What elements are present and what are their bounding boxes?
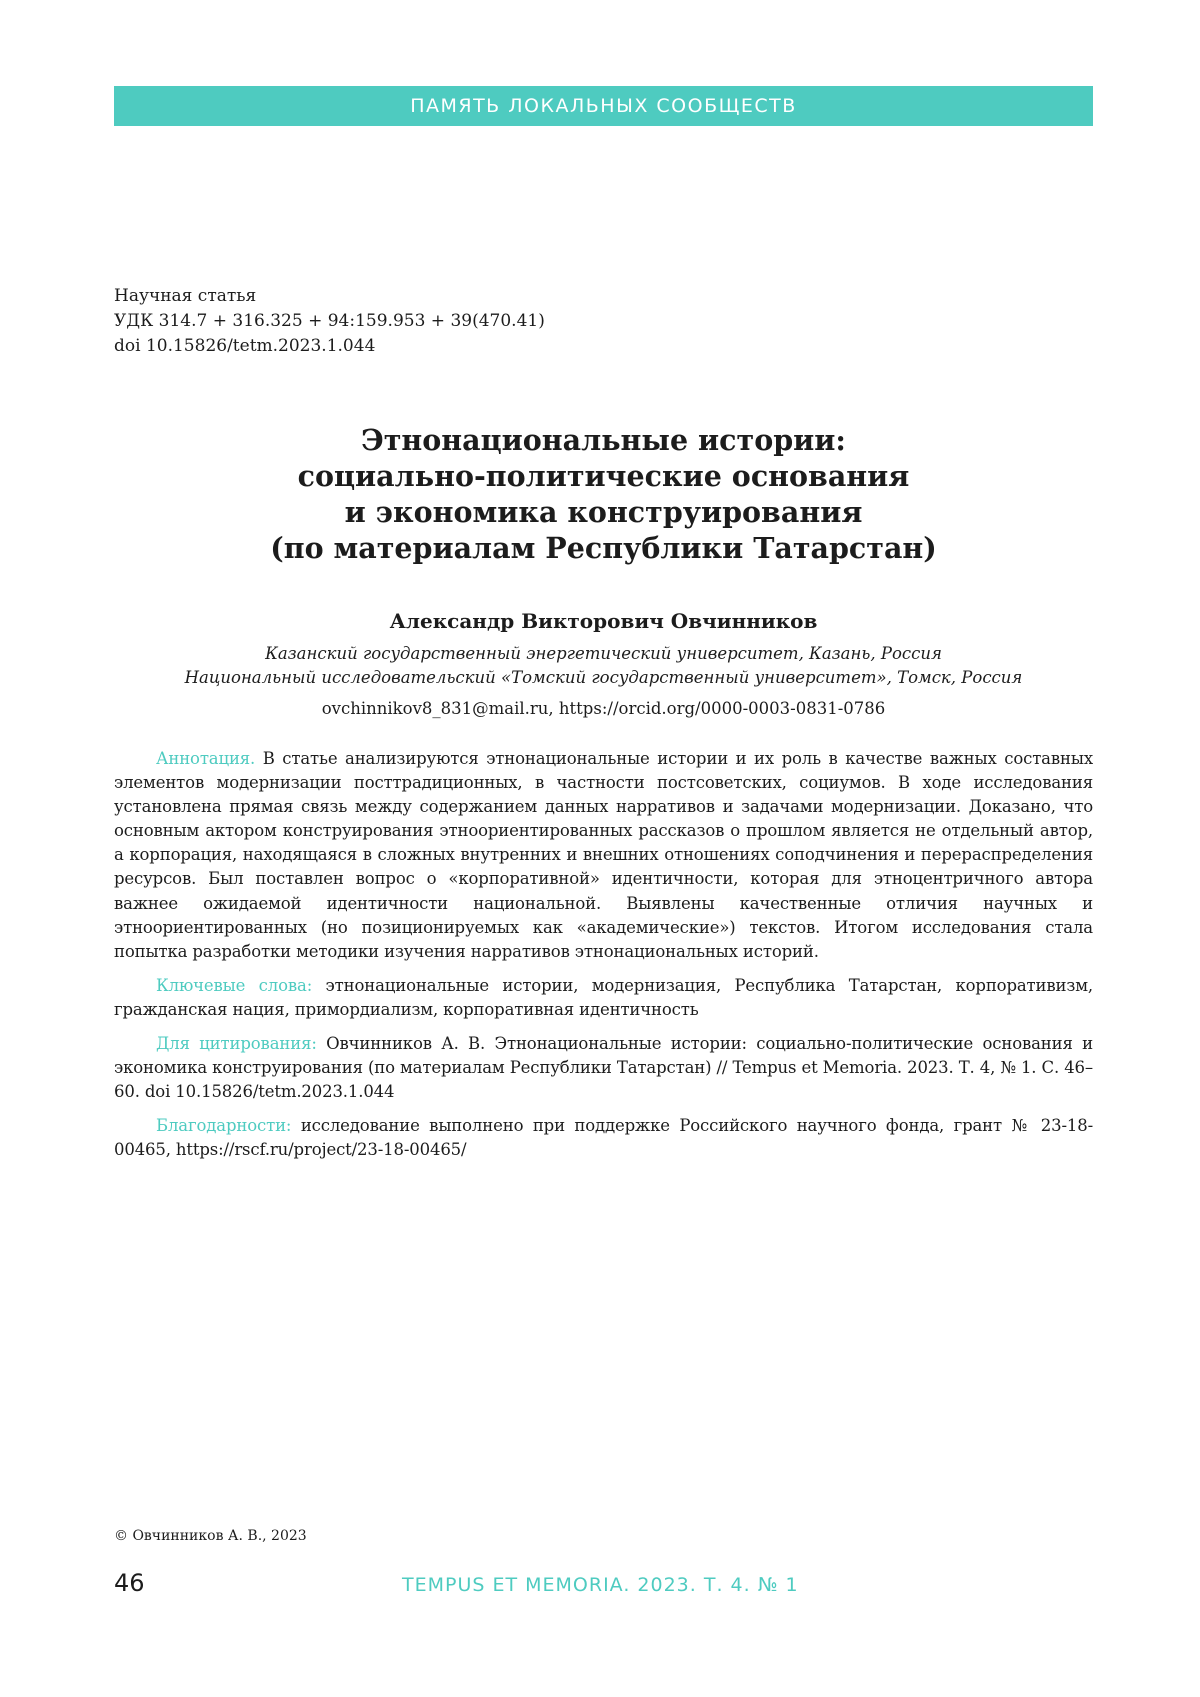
author-contacts: ovchinnikov8_831@mail.ru, https://orcid.org/0000-0003-0831-0786 bbox=[114, 697, 1093, 721]
title-line: социально-политические основания bbox=[114, 458, 1093, 494]
affiliation: Казанский государственный энергетический университет, Казань, Россия bbox=[114, 642, 1093, 666]
title-line: Этнонациональные истории: bbox=[114, 422, 1093, 458]
author-name: Александр Викторович Овчинников bbox=[114, 607, 1093, 635]
acknowledgments bbox=[114, 1114, 1093, 1162]
abstract-text: В статье анализируются этнонациональные истории и их роль в качестве важных составных элементов модернизации посттрадиционных, в частности постсоветских, социумов. В ходе исследования установлена прямая связь между содержанием данных нарративов и задачами модернизации. Доказано, что основным актором конструирования этноориентированных рассказов о прошлом является не отдельный автор, а корпорация, находящаяся в сложных внутренних и внешних отношениях соподчинения и перераспределения ресурсов. Был поставлен вопрос о «корпоративной» идентичности, которая для этноцентричного автора важнее ожидаемой идентичности национальной. Выявлены качественные отличия научных и этноориентированных (но позиционируемых как «академические») текстов. Итогом исследования стала попытка разработки методики изучения нарративов этнонациональных историй. bbox=[114, 749, 1093, 961]
author-affiliations bbox=[114, 642, 1093, 690]
keywords-label: Ключевые слова: bbox=[156, 976, 312, 995]
affiliation: Национальный исследовательский «Томский государственный университет», Томск, Россия bbox=[114, 666, 1093, 690]
journal-footer: TEMPUS ET MEMORIA. 2023. Т. 4. № 1 bbox=[402, 1572, 799, 1598]
doi: doi 10.15826/tetm.2023.1.044 bbox=[114, 334, 814, 359]
article-front-matter bbox=[114, 747, 1093, 1173]
article-meta bbox=[114, 284, 814, 359]
acknowledgments-label: Благодарности: bbox=[156, 1116, 291, 1135]
abstract-label: Аннотация. bbox=[156, 749, 255, 768]
section-title: ПАМЯТЬ ЛОКАЛЬНЫХ СООБЩЕСТВ bbox=[410, 95, 797, 117]
article-type: Научная статья bbox=[114, 284, 814, 309]
article-title bbox=[114, 422, 1093, 566]
page-number: 46 bbox=[114, 1568, 145, 1598]
citation bbox=[114, 1032, 1093, 1104]
title-line: и экономика конструирования bbox=[114, 494, 1093, 530]
copyright: © Овчинников А. В., 2023 bbox=[114, 1526, 307, 1546]
keywords bbox=[114, 974, 1093, 1022]
acknowledgments-text: исследование выполнено при поддержке Российского научного фонда, грант № 23-18-00465, https://rscf.ru/project/23-18-00465/ bbox=[114, 1116, 1093, 1159]
udk-code: УДК 314.7 + 316.325 + 94:159.953 + 39(470.41) bbox=[114, 309, 814, 334]
section-banner bbox=[114, 86, 1093, 126]
keywords-text: этнонациональные истории, модернизация, Республика Татарстан, корпоративизм, гражданская нация, примордиализм, корпоративная идентичность bbox=[114, 976, 1093, 1019]
title-line: (по материалам Республики Татарстан) bbox=[114, 530, 1093, 566]
abstract bbox=[114, 747, 1093, 964]
citation-label: Для цитирования: bbox=[156, 1034, 317, 1053]
citation-text: Овчинников А. В. Этнонациональные истории: социально-политические основания и экономика конструирования (по материалам Республики Татарстан) // Tempus et Memoria. 2023. Т. 4, № 1. С. 46–60. doi 10.15826/tetm.2023.1.044 bbox=[114, 1034, 1093, 1101]
